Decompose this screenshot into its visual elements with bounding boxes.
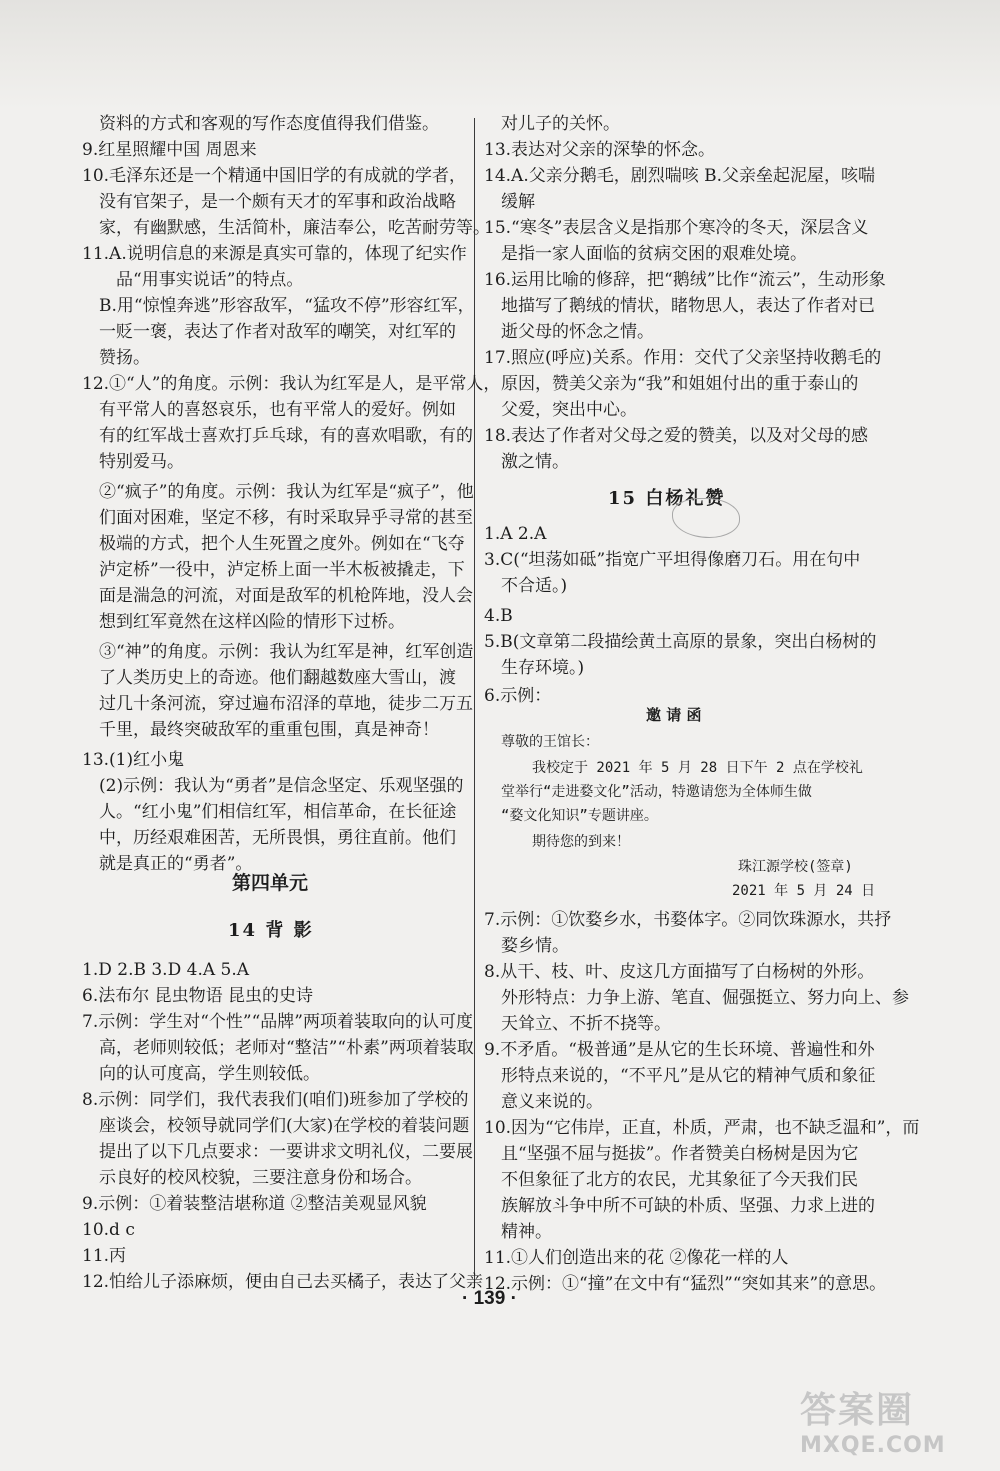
watermark-url: MXQE.COM	[800, 1433, 946, 1458]
answer-7: 7.示例：①饮婺乡水，书婺体字。②同饮珠源水，共抒	[484, 910, 892, 930]
text-line: 地描写了鹅绒的情状，睹物思人，表达了作者对已	[501, 296, 875, 316]
answer-8: 8.示例：同学们，我代表我们(咱们)班参加了学校的	[82, 1090, 469, 1110]
text-line: 特别爱马。	[99, 452, 184, 472]
answer-9: 9.红星照耀中国 周恩来	[82, 140, 257, 160]
text-line: 激之情。	[501, 452, 569, 472]
answer-9: 9.不矛盾。“极普通”是从它的生长环境、普遍性和外	[484, 1040, 875, 1060]
text-line: 了人类历史上的奇迹。他们翻越数座大雪山，渡	[99, 668, 456, 688]
invitation-closing: 期待您的到来！	[532, 834, 630, 850]
lesson-14-heading: 14 背 影	[228, 920, 314, 941]
text-line: 高，老师则较低；老师对“整洁”“朴素”两项着装取	[99, 1038, 474, 1058]
answer-5: 5.B(文章第二段描绘黄土高原的景象，突出白杨树的	[484, 632, 877, 652]
text-line: 缓解	[501, 192, 535, 212]
text-line: 极端的方式，把个人生死置之度外。例如在“飞夺	[99, 534, 465, 554]
text-line: 原因，赞美父亲为“我”和姐姐付出的重于泰山的	[501, 374, 859, 394]
text-line: 家，有幽默感，生活简朴，廉洁奉公，吃苦耐劳等。	[99, 218, 490, 238]
answer-13: 13.表达对父亲的深挚的怀念。	[484, 140, 716, 160]
text-line: 不合适。)	[501, 576, 568, 596]
answer-12: 12.示例：①“撞”在文中有“猛烈”“突如其来”的意思。	[484, 1274, 887, 1294]
text-line: 就是真正的“勇者”。	[99, 854, 253, 874]
answer-17: 17.照应(呼应)关系。作用：交代了父亲坚持收鹅毛的	[484, 348, 882, 368]
answer-7: 7.示例：学生对“个性”“品牌”两项着装取向的认可度	[82, 1012, 473, 1032]
watermark-logo-text: 答案圈	[800, 1390, 915, 1431]
lesson-15-heading: 15 白杨礼赞	[608, 488, 726, 509]
page-number: · 139 ·	[462, 1288, 517, 1309]
text-line: (2)示例：我认为“勇者”是信念坚定、乐观坚强的	[99, 776, 464, 796]
text-line: 对儿子的关怀。	[501, 114, 620, 134]
answer-14: 14.A.父亲分鹅毛，剧烈喘咳 B.父亲垒起泥屋，咳喘	[484, 166, 876, 186]
text-line: 有平常人的喜怒哀乐，也有平常人的爱好。例如	[99, 400, 456, 420]
scan-shading	[0, 0, 1000, 110]
text-line: ②“疯子”的角度。示例：我认为红军是“疯子”，他	[99, 482, 474, 502]
text-line: 生存环境。)	[501, 658, 585, 678]
answer-11: 11.丙	[82, 1246, 127, 1266]
text-line: 精神。	[501, 1222, 552, 1242]
text-line: 外形特点：力争上游、笔直、倔强挺立、努力向上、参	[501, 988, 909, 1008]
text-line: 过几十条河流，穿过遍布沼泽的草地，徒步二万五	[99, 694, 473, 714]
text-line: 且“坚强不屈与挺拔”。作者赞美白杨树是因为它	[501, 1144, 859, 1164]
answer-6: 6.法布尔 昆虫物语 昆虫的史诗	[82, 986, 314, 1006]
text-line: 逝父母的怀念之情。	[501, 322, 654, 342]
text-line: 有的红军战士喜欢打乒乓球，有的喜欢唱歌，有的	[99, 426, 473, 446]
text-line: 想到红军竟然在这样凶险的情形下过桥。	[99, 612, 405, 632]
text-line: 不但象征了北方的农民，尤其象征了今天我们民	[501, 1170, 858, 1190]
text-line: 天耸立、不折不挠等。	[501, 1014, 671, 1034]
text-line: ③“神”的角度。示例：我认为红军是神，红军创造	[99, 642, 474, 662]
answer-15: 15.“寒冬”表层含义是指那个寒冷的冬天，深层含义	[484, 218, 869, 238]
answer-10: 10.毛泽东还是一个精通中国旧学的有成就的学者，	[82, 166, 467, 186]
answer-12: 12.怕给儿子添麻烦，便由自己去买橘子，表达了父亲	[82, 1272, 484, 1292]
watermark	[800, 1382, 946, 1458]
answer-10: 10.d c	[82, 1220, 135, 1240]
text-line: 示良好的校风校貌，三要注意身份和场合。	[99, 1168, 422, 1188]
answer-8: 8.从干、枝、叶、皮这几方面描写了白杨树的外形。	[484, 962, 875, 982]
text-line: 提出了以下几点要求：一要讲求文明礼仪，二要展	[99, 1142, 473, 1162]
text-line: 人。“红小鬼”们相信红军，相信革命，在长征途	[99, 802, 457, 822]
answer-12: 12.①“人”的角度。示例：我认为红军是人，是平常人，	[82, 374, 501, 394]
invitation-date: 2021 年 5 月 24 日	[732, 883, 876, 899]
text-line: 没有官架子，是一个颇有天才的军事和政治战略	[99, 192, 456, 212]
invitation-body: 我校定于 2021 年 5 月 28 日下午 2 点在学校礼	[532, 760, 863, 776]
text-line: 父爱，突出中心。	[501, 400, 637, 420]
unit-heading: 第四单元	[232, 872, 309, 894]
invitation-body: 堂举行“走进婺文化”活动，特邀请您为全体师生做	[501, 784, 812, 800]
answer-4: 4.B	[484, 606, 513, 626]
text-line: 婺乡情。	[501, 936, 569, 956]
answer-18: 18.表达了作者对父母之爱的赞美，以及对父母的感	[484, 426, 869, 446]
answer-16: 16.运用比喻的修辞，把“鹅绒”比作“流云”，生动形象	[484, 270, 886, 290]
text-line: B.用“惊惶奔逃”形容敌军，“猛攻不停”形容红军，	[99, 296, 475, 316]
answer-1-2: 1.A 2.A	[484, 524, 547, 544]
invitation-salutation: 尊敬的王馆长：	[501, 734, 599, 750]
text-line: 一贬一褒，表达了作者对敌军的嘲笑，对红军的	[99, 322, 456, 342]
answer-3: 3.C(“坦荡如砥”指宽广平坦得像磨刀石。用在句中	[484, 550, 861, 570]
text-line: 意义来说的。	[501, 1092, 603, 1112]
text-line: 面是湍急的河流，对面是敌军的机枪阵地，没人会	[99, 586, 473, 606]
text-line: 品“用事实说话”的特点。	[116, 270, 304, 290]
text-line: 资料的方式和客观的写作态度值得我们借鉴。	[99, 114, 439, 134]
answer-11: 11.A.说明信息的来源是真实可靠的，体现了纪实作	[82, 244, 467, 264]
stamp-mark	[672, 498, 740, 538]
text-line: 形特点来说的，“不平凡”是从它的精神气质和象征	[501, 1066, 876, 1086]
answer-6: 6.示例：	[484, 686, 552, 706]
invitation-body: “婺文化知识”专题讲座。	[501, 808, 658, 824]
answer-1-5: 1.D 2.B 3.D 4.A 5.A	[82, 960, 250, 980]
answer-10: 10.因为“它伟岸，正直，朴质，严肃，也不缺乏温和”，而	[484, 1118, 920, 1138]
text-line: 赞扬。	[99, 348, 150, 368]
text-line: 向的认可度高，学生则较低。	[99, 1064, 320, 1084]
invitation-title: 邀 请 函	[646, 706, 702, 724]
text-line: 们面对困难，坚定不移，有时采取异乎寻常的甚至	[99, 508, 473, 528]
text-line: 泸定桥”一役中，泸定桥上面一半木板被撬走，下	[99, 560, 465, 580]
text-line: 中，历经艰难困苦，无所畏惧，勇往直前。他们	[99, 828, 456, 848]
answer-13: 13.(1)红小鬼	[82, 750, 185, 770]
text-line: 座谈会，校领导就同学们(大家)在学校的着装问题	[99, 1116, 470, 1136]
text-line: 千里，最终突破敌军的重重包围，真是神奇！	[99, 720, 439, 740]
answer-11: 11.①人们创造出来的花 ②像花一样的人	[484, 1248, 789, 1268]
invitation-signature: 珠江源学校(签章)	[738, 859, 853, 875]
text-line: 是指一家人面临的贫病交困的艰难处境。	[501, 244, 807, 264]
text-line: 族解放斗争中所不可缺的朴质、坚强、力求上进的	[501, 1196, 875, 1216]
answer-9: 9.示例：①着装整洁堪称道 ②整洁美观显风貌	[82, 1194, 427, 1214]
